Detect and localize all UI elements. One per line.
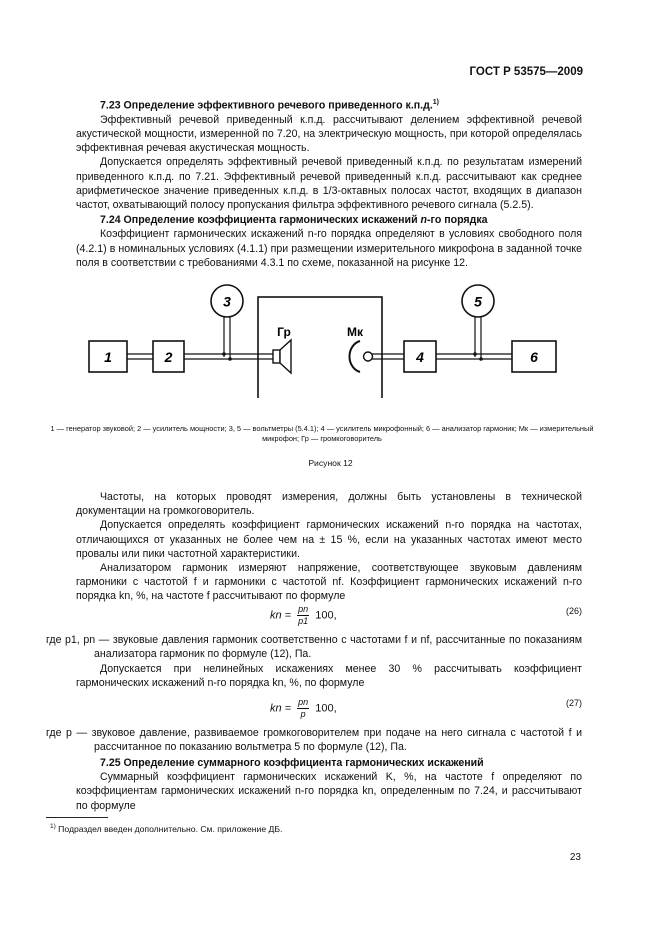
loudspeaker-icon <box>273 325 291 373</box>
formula-26: kn = $\frac{pn}{p1}$ 100, <box>270 604 337 626</box>
paragraph: Коэффициент гармонических искажений n-го порядка определяют в условиях свободного поля (4.2.1) в номинальных условиях (4.1.1) при размещении измерительного микрофона в заданной точке поля в соответствии с требованиями 4.3.1 по схеме, показанной на рисунке 12. <box>76 228 582 269</box>
paragraph: Допускается определять коэффициент гармонических искажений n-го порядка на частотах, отличающихся от указанных не более чем на ± 15 %, если на указанных частотах имеют место провалы или пики частотной характеристики. <box>76 519 582 560</box>
measurement-paragraphs <box>76 490 582 604</box>
svg-text:4: 4 <box>416 349 424 365</box>
voltmeter-5 <box>462 285 494 317</box>
paragraph: Частоты, на которых проводят измерения, должны быть установлены в технической документации на громкоговоритель. <box>76 491 582 518</box>
paragraph: Суммарный коэффициент гармонических искажений K, %, на частоте f определяют по коэффициентам гармонических искажений n-го порядка kn, определенным по 7.24, и рассчитывают по формуле <box>76 771 582 812</box>
svg-text:1: 1 <box>104 349 112 365</box>
block-1-generator <box>89 341 127 372</box>
section-7-25 <box>76 756 582 813</box>
formula-27-legend: где p — звуковое давление, развиваемое громкоговорителем при подаче на него сигнала с частотой f и рассчитанное по показанию вольтметра 5 по формуле (12), Па. <box>46 727 582 754</box>
microphone-icon <box>347 325 373 372</box>
paragraph: Эффективный речевой приведенный к.п.д. рассчитывают делением эффективной речевой акустической мощности, измеренной по 7.20, на электрическую мощность, при которой определялась эффективная речевая акустическая мощность. <box>76 113 582 155</box>
formula-number-27: (27) <box>565 698 582 708</box>
page-number: 23 <box>569 852 581 863</box>
document-code: ГОСТ Р 53575—2009 <box>469 66 583 78</box>
formula-number-26: (26) <box>565 606 582 616</box>
block-4-mic-amplifier <box>404 341 436 372</box>
paragraph: Анализатором гармоник измеряют напряжение, соответствующее звуковым давлениям гармоники с частотой f и гармоники с частотой nf. Коэффициент гармонических искажений n-го порядка kn, %, на частоте f рассчитывают по формуле <box>76 562 582 603</box>
figure-label: Рисунок 12 <box>308 458 353 468</box>
block-6-harmonic-analyzer <box>512 341 556 372</box>
voltmeter-3 <box>211 285 243 317</box>
svg-text:6: 6 <box>530 349 538 365</box>
footnote-divider <box>46 817 108 818</box>
paragraph-nonlinear: Допускается при нелинейных искажениях менее 30 % рассчитывать коэффициент гармонических искажений n-го порядка kn, %, по формуле <box>76 663 582 690</box>
svg-text:2: 2 <box>164 349 173 365</box>
formula-27: kn = $\frac{pn}{p}$ 100, <box>270 697 337 719</box>
section-title-7-24: 7.24 Определение коэффициента гармонических искажений n-го порядка <box>100 214 488 227</box>
svg-text:5: 5 <box>474 293 482 310</box>
measurement-scheme-diagram <box>0 280 661 398</box>
section-7-23 <box>76 96 582 270</box>
footnote: $^{1)}$ Подраздел введен дополнительно. См. приложение ДБ. <box>50 823 283 834</box>
anechoic-chamber <box>258 297 382 398</box>
svg-text:Гр: Гр <box>277 325 291 339</box>
figure-legend: 1 — генератор звуковой; 2 — усилитель мощности; 3, 5 — вольтметры (5.4.1); 4 — усилитель микрофонный; 6 — анализатор гармоник; Мк — измерительный микрофон; Гр — громкоговоритель <box>50 424 594 443</box>
paragraph: Допускается определять эффективный речевой приведенный к.п.д. по результатам измерений приведенного к.п.д. по 7.21. Эффективный речевой приведенный к.п.д. рассчитывают как среднее арифметическое значение приведенных к.п.д. в 1/3-октавных полосах частот, входящих в диапазон частот, охватывающий полосу пропускания фильтра эффективного речевого сигнала (5.2.5). <box>76 156 582 211</box>
svg-text:Мк: Мк <box>346 325 364 339</box>
svg-text:3: 3 <box>223 293 231 310</box>
section-title-7-25: 7.25 Определение суммарного коэффициента гармонических искажений <box>100 757 484 769</box>
block-2-power-amplifier <box>153 341 184 372</box>
formula-26-legend: где p1, pn — звуковые давления гармоник соответственно с частотами f и nf, рассчитанные по показаниям анализатора гармоник по формуле (12), Па. <box>46 634 582 661</box>
section-title-7-23: 7.23 Определение эффективного речевого приведенного к.п.д.$^{1)}$ <box>100 99 440 112</box>
